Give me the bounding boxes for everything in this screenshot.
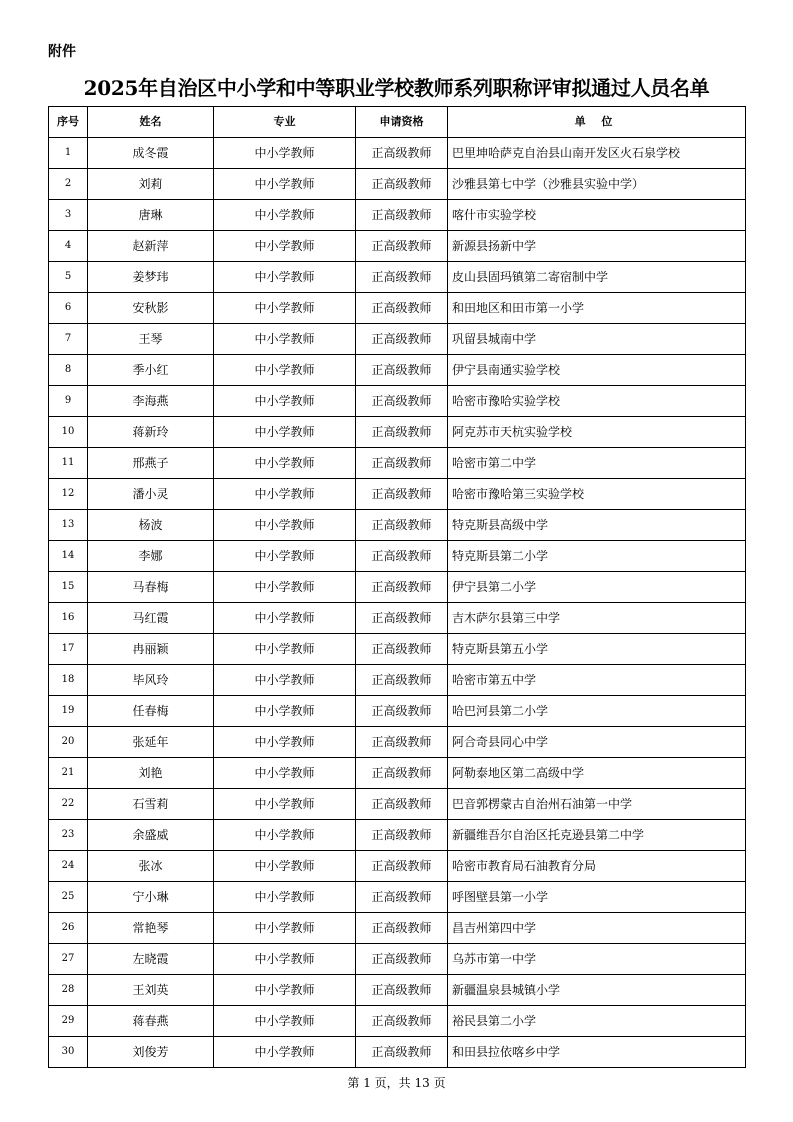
cell-unit: 巩留县城南中学	[448, 324, 746, 355]
cell-name: 余盛威	[88, 820, 214, 851]
cell-unit: 和田县拉依喀乡中学	[448, 1037, 746, 1068]
cell-name: 季小红	[88, 355, 214, 386]
cell-seq: 24	[49, 851, 88, 882]
attachment-label: 附件	[48, 44, 76, 60]
cell-seq: 15	[49, 572, 88, 603]
table-row	[49, 665, 746, 696]
cell-seq: 27	[49, 944, 88, 975]
cell-name: 刘艳	[88, 758, 214, 789]
cell-qualification: 正高级教师	[356, 882, 448, 913]
cell-qualification: 正高级教师	[356, 262, 448, 293]
cell-unit: 新疆温泉县城镇小学	[448, 975, 746, 1006]
table-row	[49, 386, 746, 417]
cell-qualification: 正高级教师	[356, 758, 448, 789]
cell-major: 中小学教师	[214, 448, 356, 479]
table-row	[49, 851, 746, 882]
personnel-table	[48, 106, 746, 1068]
cell-name: 赵新萍	[88, 231, 214, 262]
cell-unit: 乌苏市第一中学	[448, 944, 746, 975]
cell-qualification: 正高级教师	[356, 975, 448, 1006]
cell-qualification: 正高级教师	[356, 1006, 448, 1037]
table-row	[49, 262, 746, 293]
cell-seq: 30	[49, 1037, 88, 1068]
table-row	[49, 138, 746, 169]
cell-qualification: 正高级教师	[356, 1037, 448, 1068]
cell-major: 中小学教师	[214, 231, 356, 262]
cell-major: 中小学教师	[214, 510, 356, 541]
cell-qualification: 正高级教师	[356, 510, 448, 541]
cell-qualification: 正高级教师	[356, 231, 448, 262]
cell-major: 中小学教师	[214, 665, 356, 696]
cell-name: 马红霞	[88, 603, 214, 634]
cell-major: 中小学教师	[214, 169, 356, 200]
cell-name: 蒋春燕	[88, 1006, 214, 1037]
cell-qualification: 正高级教师	[356, 913, 448, 944]
cell-unit: 沙雅县第七中学（沙雅县实验中学）	[448, 169, 746, 200]
cell-major: 中小学教师	[214, 1037, 356, 1068]
cell-major: 中小学教师	[214, 1006, 356, 1037]
cell-name: 任春梅	[88, 696, 214, 727]
cell-seq: 25	[49, 882, 88, 913]
cell-qualification: 正高级教师	[356, 200, 448, 231]
cell-qualification: 正高级教师	[356, 541, 448, 572]
cell-unit: 呼图壁县第一小学	[448, 882, 746, 913]
cell-seq: 13	[49, 510, 88, 541]
cell-name: 常艳琴	[88, 913, 214, 944]
cell-qualification: 正高级教师	[356, 789, 448, 820]
cell-unit: 皮山县固玛镇第二寄宿制中学	[448, 262, 746, 293]
table-row	[49, 479, 746, 510]
cell-name: 王刘英	[88, 975, 214, 1006]
cell-unit: 哈密市第二中学	[448, 448, 746, 479]
cell-unit: 伊宁县南通实验学校	[448, 355, 746, 386]
cell-name: 张延年	[88, 727, 214, 758]
table-row	[49, 510, 746, 541]
table-row	[49, 727, 746, 758]
cell-unit: 裕民县第二小学	[448, 1006, 746, 1037]
cell-name: 石雪莉	[88, 789, 214, 820]
cell-major: 中小学教师	[214, 789, 356, 820]
table-row	[49, 355, 746, 386]
table-row	[49, 913, 746, 944]
cell-name: 王琴	[88, 324, 214, 355]
cell-major: 中小学教师	[214, 820, 356, 851]
cell-seq: 9	[49, 386, 88, 417]
table-row	[49, 293, 746, 324]
cell-major: 中小学教师	[214, 479, 356, 510]
cell-qualification: 正高级教师	[356, 138, 448, 169]
cell-name: 安秋影	[88, 293, 214, 324]
cell-major: 中小学教师	[214, 913, 356, 944]
cell-qualification: 正高级教师	[356, 169, 448, 200]
cell-seq: 29	[49, 1006, 88, 1037]
cell-major: 中小学教师	[214, 975, 356, 1006]
column-header-unit: 单 位	[448, 107, 746, 138]
table-row	[49, 1037, 746, 1068]
table-row	[49, 634, 746, 665]
cell-major: 中小学教师	[214, 882, 356, 913]
cell-qualification: 正高级教师	[356, 696, 448, 727]
cell-unit: 哈密市豫哈第三实验学校	[448, 479, 746, 510]
cell-seq: 1	[49, 138, 88, 169]
cell-name: 冉丽颖	[88, 634, 214, 665]
cell-seq: 10	[49, 417, 88, 448]
cell-major: 中小学教师	[214, 572, 356, 603]
table-row	[49, 975, 746, 1006]
cell-major: 中小学教师	[214, 727, 356, 758]
cell-seq: 4	[49, 231, 88, 262]
cell-unit: 和田地区和田市第一小学	[448, 293, 746, 324]
cell-name: 杨波	[88, 510, 214, 541]
table-row	[49, 572, 746, 603]
cell-seq: 18	[49, 665, 88, 696]
cell-name: 李娜	[88, 541, 214, 572]
table-row	[49, 231, 746, 262]
cell-name: 张冰	[88, 851, 214, 882]
table-row	[49, 169, 746, 200]
cell-unit: 新源县扬新中学	[448, 231, 746, 262]
cell-major: 中小学教师	[214, 355, 356, 386]
cell-major: 中小学教师	[214, 696, 356, 727]
cell-unit: 阿勒泰地区第二高级中学	[448, 758, 746, 789]
cell-major: 中小学教师	[214, 324, 356, 355]
cell-qualification: 正高级教师	[356, 944, 448, 975]
table-row	[49, 417, 746, 448]
cell-qualification: 正高级教师	[356, 665, 448, 696]
cell-name: 成冬霞	[88, 138, 214, 169]
cell-unit: 新疆维吾尔自治区托克逊县第二中学	[448, 820, 746, 851]
cell-name: 李海燕	[88, 386, 214, 417]
cell-qualification: 正高级教师	[356, 851, 448, 882]
cell-major: 中小学教师	[214, 944, 356, 975]
cell-qualification: 正高级教师	[356, 293, 448, 324]
cell-name: 刘莉	[88, 169, 214, 200]
cell-qualification: 正高级教师	[356, 603, 448, 634]
cell-qualification: 正高级教师	[356, 727, 448, 758]
table-row	[49, 448, 746, 479]
cell-unit: 哈密市第五中学	[448, 665, 746, 696]
table-header-row	[49, 107, 746, 138]
table-row	[49, 603, 746, 634]
cell-seq: 23	[49, 820, 88, 851]
cell-seq: 26	[49, 913, 88, 944]
cell-seq: 19	[49, 696, 88, 727]
cell-qualification: 正高级教师	[356, 355, 448, 386]
cell-major: 中小学教师	[214, 541, 356, 572]
cell-unit: 巴音郭楞蒙古自治州石油第一中学	[448, 789, 746, 820]
cell-seq: 22	[49, 789, 88, 820]
cell-major: 中小学教师	[214, 200, 356, 231]
cell-seq: 5	[49, 262, 88, 293]
cell-name: 马春梅	[88, 572, 214, 603]
cell-unit: 吉木萨尔县第三中学	[448, 603, 746, 634]
cell-qualification: 正高级教师	[356, 479, 448, 510]
cell-name: 潘小灵	[88, 479, 214, 510]
cell-qualification: 正高级教师	[356, 386, 448, 417]
cell-unit: 阿合奇县同心中学	[448, 727, 746, 758]
table-row	[49, 541, 746, 572]
cell-seq: 12	[49, 479, 88, 510]
cell-major: 中小学教师	[214, 138, 356, 169]
cell-unit: 阿克苏市天杭实验学校	[448, 417, 746, 448]
table-row	[49, 789, 746, 820]
table-row	[49, 324, 746, 355]
cell-name: 唐琳	[88, 200, 214, 231]
cell-seq: 14	[49, 541, 88, 572]
cell-name: 左晓霞	[88, 944, 214, 975]
cell-seq: 16	[49, 603, 88, 634]
cell-qualification: 正高级教师	[356, 572, 448, 603]
cell-seq: 11	[49, 448, 88, 479]
table-row	[49, 696, 746, 727]
column-header-major: 专业	[214, 107, 356, 138]
cell-unit: 喀什市实验学校	[448, 200, 746, 231]
column-header-name: 姓名	[88, 107, 214, 138]
column-header-seq: 序号	[49, 107, 88, 138]
page-title: 2025年自治区中小学和中等职业学校教师系列职称评审拟通过人员名单	[83, 76, 710, 100]
cell-unit: 哈巴河县第二小学	[448, 696, 746, 727]
cell-major: 中小学教师	[214, 634, 356, 665]
cell-major: 中小学教师	[214, 758, 356, 789]
cell-unit: 特克斯县第五小学	[448, 634, 746, 665]
cell-seq: 17	[49, 634, 88, 665]
cell-unit: 巴里坤哈萨克自治县山南开发区火石泉学校	[448, 138, 746, 169]
cell-seq: 21	[49, 758, 88, 789]
cell-qualification: 正高级教师	[356, 448, 448, 479]
cell-seq: 7	[49, 324, 88, 355]
cell-major: 中小学教师	[214, 851, 356, 882]
cell-major: 中小学教师	[214, 262, 356, 293]
cell-unit: 哈密市教育局石油教育分局	[448, 851, 746, 882]
table-row	[49, 1006, 746, 1037]
cell-unit: 特克斯县高级中学	[448, 510, 746, 541]
cell-unit: 特克斯县第二小学	[448, 541, 746, 572]
cell-qualification: 正高级教师	[356, 417, 448, 448]
cell-name: 毕风玲	[88, 665, 214, 696]
cell-major: 中小学教师	[214, 417, 356, 448]
column-header-qualification: 申请资格	[356, 107, 448, 138]
cell-name: 蒋新玲	[88, 417, 214, 448]
cell-qualification: 正高级教师	[356, 324, 448, 355]
cell-qualification: 正高级教师	[356, 820, 448, 851]
table-row	[49, 758, 746, 789]
cell-seq: 6	[49, 293, 88, 324]
cell-major: 中小学教师	[214, 386, 356, 417]
cell-qualification: 正高级教师	[356, 634, 448, 665]
cell-name: 宁小琳	[88, 882, 214, 913]
cell-seq: 8	[49, 355, 88, 386]
cell-seq: 2	[49, 169, 88, 200]
cell-name: 刘俊芳	[88, 1037, 214, 1068]
table-row	[49, 820, 746, 851]
cell-major: 中小学教师	[214, 603, 356, 634]
cell-seq: 3	[49, 200, 88, 231]
cell-name: 姜梦玮	[88, 262, 214, 293]
cell-seq: 20	[49, 727, 88, 758]
cell-major: 中小学教师	[214, 293, 356, 324]
cell-unit: 哈密市豫哈实验学校	[448, 386, 746, 417]
page-footer: 第 1 页，共 13 页	[347, 1076, 446, 1090]
cell-unit: 伊宁县第二小学	[448, 572, 746, 603]
table-row	[49, 944, 746, 975]
cell-seq: 28	[49, 975, 88, 1006]
table-row	[49, 882, 746, 913]
cell-name: 邢燕子	[88, 448, 214, 479]
table-row	[49, 200, 746, 231]
cell-unit: 昌吉州第四中学	[448, 913, 746, 944]
